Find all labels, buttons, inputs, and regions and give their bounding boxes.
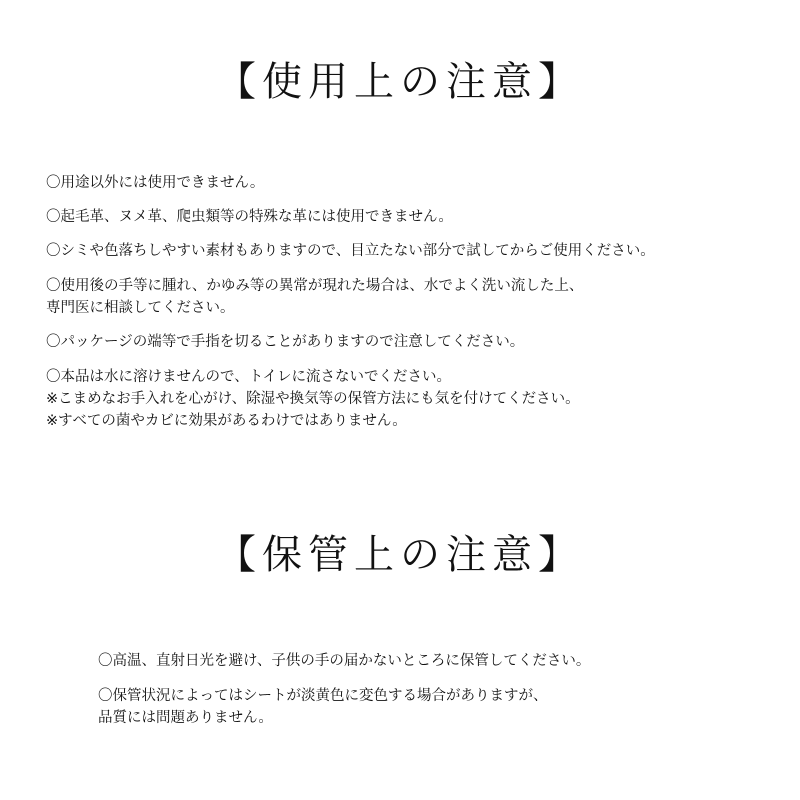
usage-precautions-heading: 【使用上の注意】 [216, 59, 584, 105]
precaution-item [46, 275, 655, 319]
precaution-text-continued: 品質には問題ありません。 [98, 710, 273, 726]
precaution-text: 〇パッケージの端等で手指を切ることがありますので注意してください。 [46, 334, 525, 350]
precaution-text: 〇高温、直射日光を避け、子供の手の届かないところに保管してください。 [98, 653, 591, 669]
remark-text: ※すべての菌やカビに効果があるわけではありません。 [46, 413, 407, 429]
precaution-text: 〇本品は水に溶けませんので、トイレに流さないでください。 [46, 369, 451, 385]
precaution-text-continued: 専門医に相談してください。 [46, 300, 235, 316]
precaution-item [98, 685, 590, 729]
precaution-item [46, 240, 655, 262]
precaution-text: 〇用途以外には使用できません。 [46, 175, 265, 191]
precaution-item [46, 331, 655, 353]
precaution-group [46, 366, 655, 432]
precaution-item [46, 206, 655, 228]
storage-precautions-list [98, 650, 590, 729]
usage-precautions-list [46, 172, 655, 432]
precaution-text: 〇保管状況によってはシートが淡黄色に変色する場合がありますが、 [98, 688, 548, 704]
storage-precautions-heading: 【保管上の注意】 [216, 532, 584, 578]
precaution-text: 〇使用後の手等に腫れ、かゆみ等の異常が現れた場合は、水でよく洗い流した上、 [46, 278, 584, 294]
remark-text: ※こまめなお手入れを心がけ、除湿や換気等の保管方法にも気を付けてください。 [46, 391, 580, 407]
precaution-item [46, 172, 655, 194]
precaution-text: 〇シミや色落ちしやすい素材もありますので、目立たない部分で試してからご使用ください。 [46, 243, 655, 259]
precaution-text: 〇起毛革、ヌメ革、爬虫類等の特殊な革には使用できません。 [46, 209, 453, 225]
precaution-item [98, 650, 590, 672]
